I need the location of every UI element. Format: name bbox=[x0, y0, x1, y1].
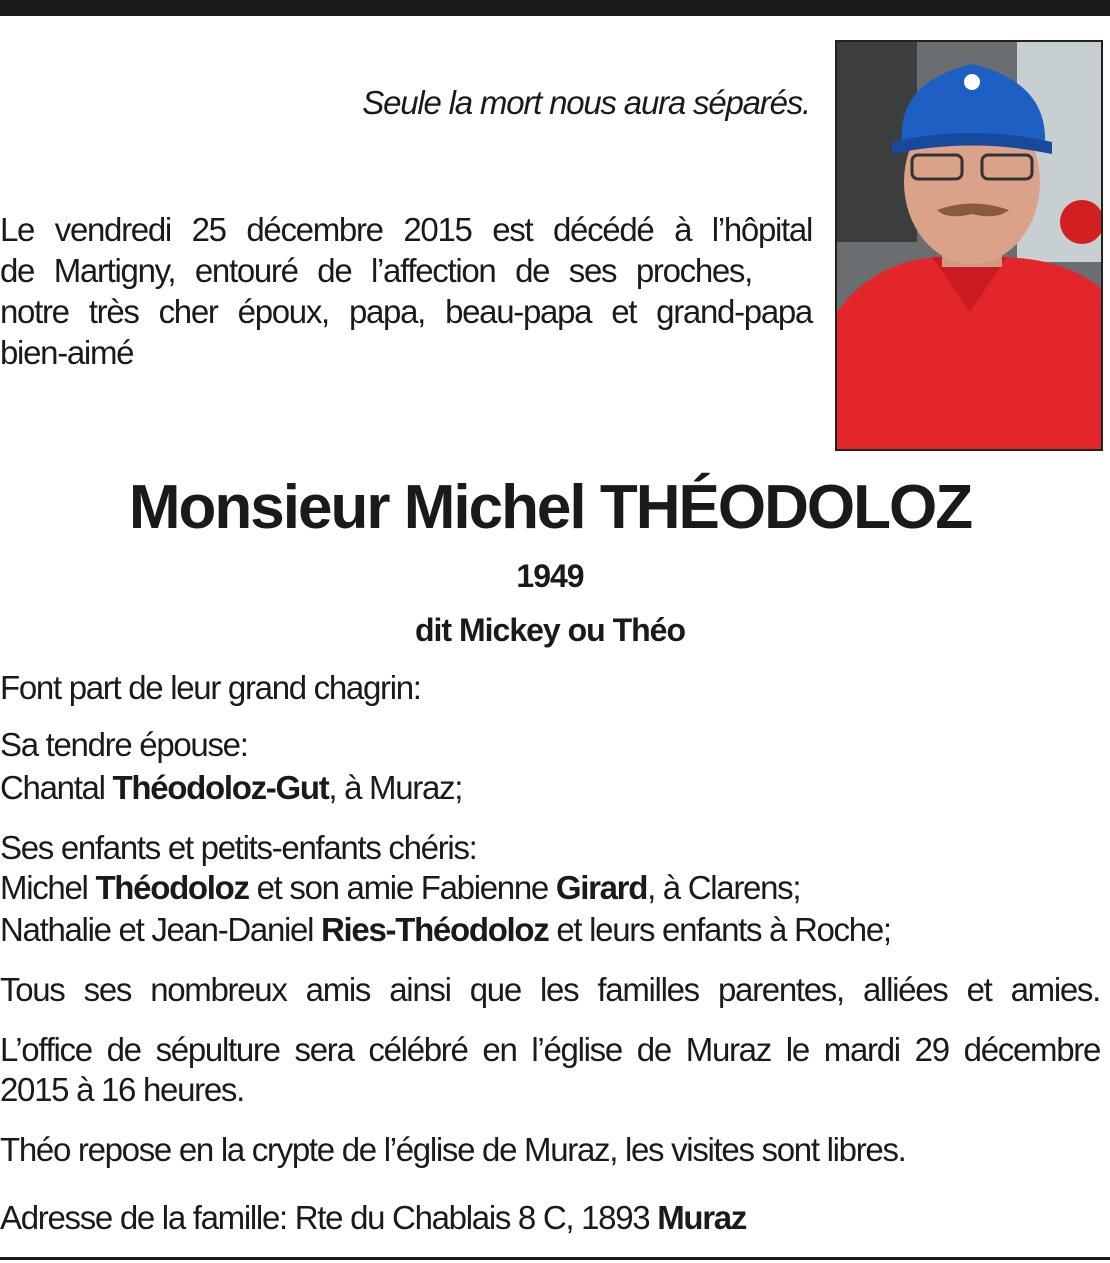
motto: Seule la mort nous aura séparés. bbox=[362, 84, 810, 121]
birth-year: 1949 bbox=[516, 558, 584, 594]
intro-line: Le vendredi 25 décembre 2015 est décédé à l’hôpital bbox=[0, 211, 812, 248]
surname: Théodoloz bbox=[95, 869, 249, 906]
text: et leurs enfants à Roche; bbox=[548, 911, 891, 948]
intro-line: notre très cher époux, papa, beau-papa et grand-papa bbox=[0, 293, 812, 330]
text: , à Clarens; bbox=[647, 869, 801, 906]
intro-line: bien-aimé bbox=[0, 334, 134, 371]
spouse-line bbox=[0, 767, 462, 809]
city: Muraz bbox=[657, 1199, 747, 1236]
children-heading: Ses enfants et petits-enfants chéris: bbox=[0, 829, 477, 866]
announcement: Font part de leur grand chagrin: bbox=[0, 669, 421, 706]
nickname: dit Mickey ou Théo bbox=[414, 612, 686, 648]
surname: Girard bbox=[555, 869, 648, 906]
rest-line: Théo repose en la crypte de l’église de Muraz, les visites sont libres. bbox=[0, 1131, 906, 1168]
deceased-name: Monsieur Michel THÉODOLOZ bbox=[128, 473, 972, 542]
text: Michel bbox=[0, 869, 96, 906]
friends-line: Tous ses nombreux amis ainsi que les familles parentes, alliées et amies. bbox=[0, 971, 1100, 1008]
text: Chantal bbox=[0, 769, 113, 806]
spouse-heading: Sa tendre épouse: bbox=[0, 726, 248, 763]
service-line: 2015 à 16 heures. bbox=[0, 1071, 244, 1108]
surname: Théodoloz-Gut bbox=[112, 769, 329, 806]
child-line bbox=[0, 867, 800, 909]
text: Nathalie et Jean-Daniel bbox=[0, 911, 322, 948]
text: et son amie Fabienne bbox=[248, 869, 556, 906]
deceased-portrait bbox=[835, 40, 1103, 451]
text: Adresse de la famille: Rte du Chablais 8 C, 1893 bbox=[0, 1199, 658, 1236]
surname: Ries-Théodoloz bbox=[321, 911, 549, 948]
service-line: L’office de sépulture sera célébré en l’église de Muraz le mardi 29 décembre bbox=[0, 1031, 1100, 1068]
bottom-rule bbox=[0, 1257, 1110, 1260]
child-line bbox=[0, 909, 891, 951]
text: , à Muraz; bbox=[328, 769, 463, 806]
family-address bbox=[0, 1197, 746, 1239]
top-rule bbox=[0, 0, 1110, 16]
intro-line: de Martigny, entouré de l’affection de ses proches, bbox=[0, 252, 752, 289]
